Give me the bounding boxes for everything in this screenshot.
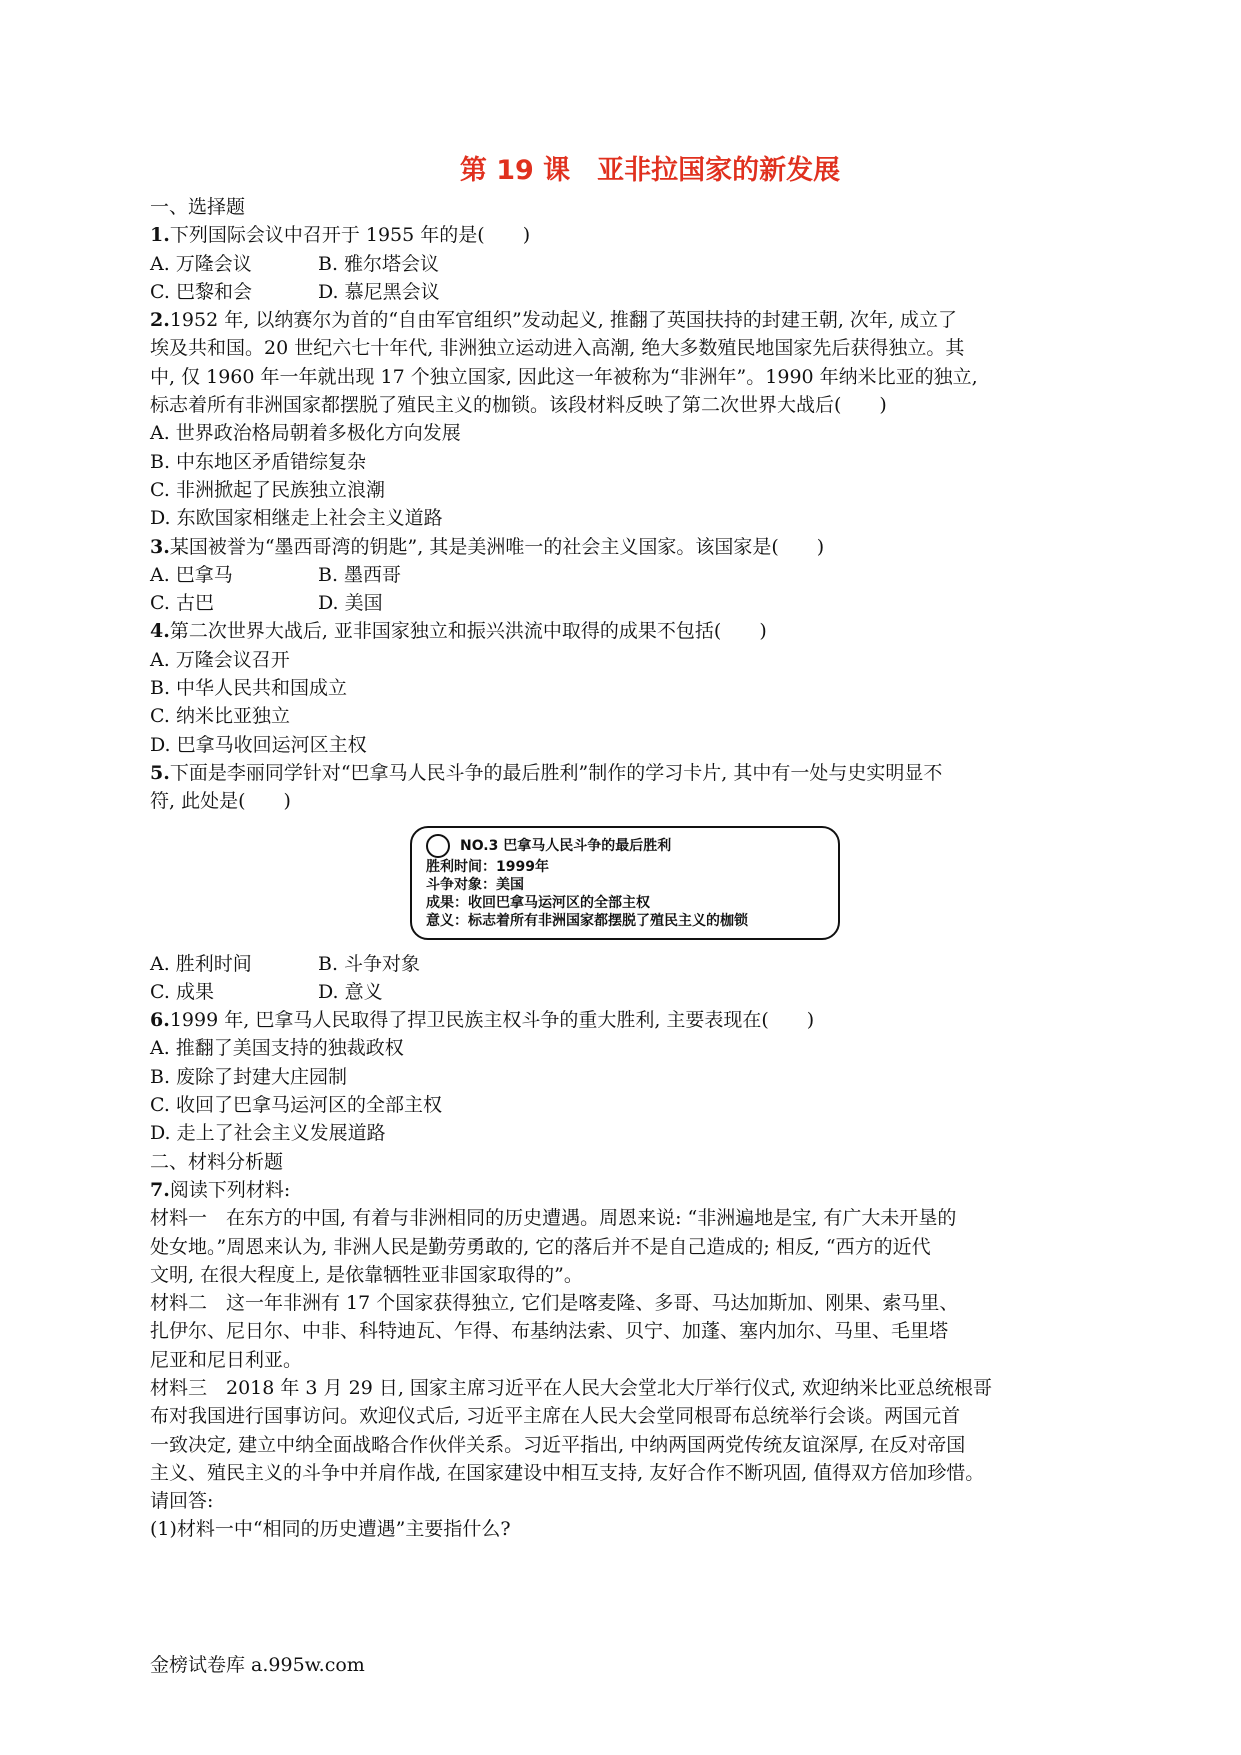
section-heading-choice: 一、选择题 bbox=[150, 196, 246, 218]
option-a: A. 世界政治格局朝着多极化方向发展 bbox=[150, 422, 461, 445]
option-d: D. 美国 bbox=[318, 592, 383, 615]
option-c: C. 纳米比亚独立 bbox=[150, 705, 290, 728]
option-row bbox=[150, 278, 1100, 306]
question-text: 第二次世界大战后, 亚非国家独立和振兴洪流中取得的成果不包括( ) bbox=[169, 620, 767, 643]
material-3-line: 一致决定, 建立中纳全面战略合作伙伴关系。习近平指出, 中纳两国两党传统友谊深厚, 在反对帝国 bbox=[150, 1433, 966, 1456]
option-c: C. 非洲掀起了民族独立浪潮 bbox=[150, 478, 385, 501]
card-row-target: 斗争对象：美国 bbox=[426, 876, 524, 893]
question-number: 1. bbox=[150, 224, 170, 247]
option-a: A. 万隆会议召开 bbox=[150, 648, 290, 671]
option-a: A. 万隆会议 bbox=[150, 252, 252, 275]
option-b: B. 斗争对象 bbox=[318, 952, 421, 975]
worksheet bbox=[150, 148, 1100, 1544]
question-3 bbox=[150, 533, 1100, 561]
option-a: A. 胜利时间 bbox=[150, 952, 252, 975]
question-text: 某国被誉为“墨西哥湾的钥匙”, 其是美洲唯一的社会主义国家。该国家是( ) bbox=[169, 535, 825, 558]
option-d: D. 巴拿马收回运河区主权 bbox=[150, 733, 367, 756]
question-number: 3. bbox=[150, 535, 170, 558]
question-7 bbox=[150, 1176, 1100, 1204]
question-4 bbox=[150, 617, 1100, 645]
question-number: 5. bbox=[150, 761, 170, 784]
option-row bbox=[150, 950, 1100, 978]
option-c: C. 古巴 bbox=[150, 592, 214, 615]
option-d: D. 东欧国家相继走上社会主义道路 bbox=[150, 507, 443, 530]
card-title: NO.3 巴拿马人民斗争的最后胜利 bbox=[460, 837, 672, 854]
option-c: C. 巴黎和会 bbox=[150, 280, 252, 303]
option-b: B. 雅尔塔会议 bbox=[318, 252, 440, 275]
material-2-line: 扎伊尔、尼日尔、中非、科特迪瓦、乍得、布基纳法索、贝宁、加蓬、塞内加尔、马里、毛里塔 bbox=[150, 1320, 949, 1343]
option-b: B. 废除了封建大庄园制 bbox=[150, 1065, 348, 1088]
study-card-wrapper bbox=[150, 826, 1100, 940]
option-b: B. 中东地区矛盾错综复杂 bbox=[150, 450, 367, 473]
footer-source: 金榜试卷库 a.995w.com bbox=[150, 1654, 365, 1676]
card-row-time: 胜利时间：1999年 bbox=[426, 858, 549, 875]
card-row-result: 成果：收回巴拿马运河区的全部主权 bbox=[426, 894, 650, 911]
option-row bbox=[150, 978, 1100, 1006]
study-card bbox=[410, 826, 840, 940]
question-1 bbox=[150, 221, 1100, 249]
option-b: B. 中华人民共和国成立 bbox=[150, 677, 348, 700]
option-c: C. 成果 bbox=[150, 980, 214, 1003]
question-number: 4. bbox=[150, 620, 170, 643]
option-a: A. 巴拿马 bbox=[150, 563, 233, 586]
question-text-line: 标志着所有非洲国家都摆脱了殖民主义的枷锁。该段材料反映了第二次世界大战后( ) bbox=[150, 394, 887, 417]
option-d: D. 意义 bbox=[318, 980, 383, 1003]
question-text-line: 中, 仅 1960 年一年就出现 17 个独立国家, 因此这一年被称为“非洲年”。1990 年纳米比亚的独立, bbox=[150, 365, 978, 388]
question-number: 2. bbox=[150, 309, 170, 332]
question-2 bbox=[150, 306, 1100, 334]
material-1-line: 文明, 在很大程度上, 是依靠牺牲亚非国家取得的”。 bbox=[150, 1263, 583, 1286]
material-2-line: 材料二 这一年非洲有 17 个国家获得独立, 它们是喀麦隆、多哥、马达加斯加、刚果、索马里、 bbox=[150, 1292, 959, 1315]
question-text: 下列国际会议中召开于 1955 年的是( ) bbox=[169, 224, 531, 247]
question-text-line: 符, 此处是( ) bbox=[150, 790, 291, 813]
question-text: 阅读下列材料: bbox=[169, 1178, 291, 1201]
material-2-line: 尼亚和尼日利亚。 bbox=[150, 1348, 303, 1371]
material-3-line: 材料三 2018 年 3 月 29 日, 国家主席习近平在人民大会堂北大厅举行仪式, 欢迎纳米比亚总统根哥 bbox=[150, 1376, 992, 1399]
section-heading-analysis: 二、材料分析题 bbox=[150, 1150, 284, 1173]
question-number: 6. bbox=[150, 1009, 170, 1032]
question-text-line: 下面是李丽同学针对“巴拿马人民斗争的最后胜利”制作的学习卡片, 其中有一处与史实明显不 bbox=[169, 761, 943, 784]
question-6 bbox=[150, 1006, 1100, 1034]
question-number: 7. bbox=[150, 1178, 170, 1201]
answer-prompt: 请回答: bbox=[150, 1490, 214, 1513]
material-1-line: 处女地。”周恩来认为, 非洲人民是勤劳勇敢的, 它的落后并不是自己造成的; 相反, “西方的近代 bbox=[150, 1235, 931, 1258]
option-d: D. 慕尼黑会议 bbox=[318, 280, 440, 303]
option-row bbox=[150, 561, 1100, 589]
option-row bbox=[150, 589, 1100, 617]
lesson-title: 第 19 课 亚非拉国家的新发展 bbox=[459, 155, 841, 186]
option-row bbox=[150, 250, 1100, 278]
option-c: C. 收回了巴拿马运河区的全部主权 bbox=[150, 1094, 442, 1117]
card-row-meaning: 意义：标志着所有非洲国家都摆脱了殖民主义的枷锁 bbox=[426, 912, 748, 929]
question-text-line: 1952 年, 以纳赛尔为首的“自由军官组织”发动起义, 推翻了英国扶持的封建王朝, 次年, 成立了 bbox=[169, 309, 957, 332]
option-d: D. 走上了社会主义发展道路 bbox=[150, 1122, 386, 1145]
material-1-line: 材料一 在东方的中国, 有着与非洲相同的历史遭遇。周恩来说: “非洲遍地是宝, 有广大未开垦的 bbox=[150, 1207, 957, 1230]
option-b: B. 墨西哥 bbox=[318, 563, 402, 586]
material-3-line: 主义、殖民主义的斗争中并肩作战, 在国家建设中相互支持, 友好合作不断巩固, 值得双方倍加珍惜。 bbox=[150, 1461, 985, 1484]
question-5 bbox=[150, 759, 1100, 787]
option-a: A. 推翻了美国支持的独裁政权 bbox=[150, 1037, 404, 1060]
question-text-line: 埃及共和国。20 世纪六七十年代, 非洲独立运动进入高潮, 绝大多数殖民地国家先后获得独立。其 bbox=[150, 337, 965, 360]
material-3-line: 布对我国进行国事访问。欢迎仪式后, 习近平主席在人民大会堂同根哥布总统举行会谈。两国元首 bbox=[150, 1405, 961, 1428]
question-text: 1999 年, 巴拿马人民取得了捍卫民族主权斗争的重大胜利, 主要表现在( ) bbox=[169, 1009, 815, 1032]
sub-question-1: (1)材料一中“相同的历史遭遇”主要指什么? bbox=[150, 1518, 511, 1541]
card-header bbox=[426, 834, 824, 858]
circle-icon bbox=[426, 834, 450, 858]
